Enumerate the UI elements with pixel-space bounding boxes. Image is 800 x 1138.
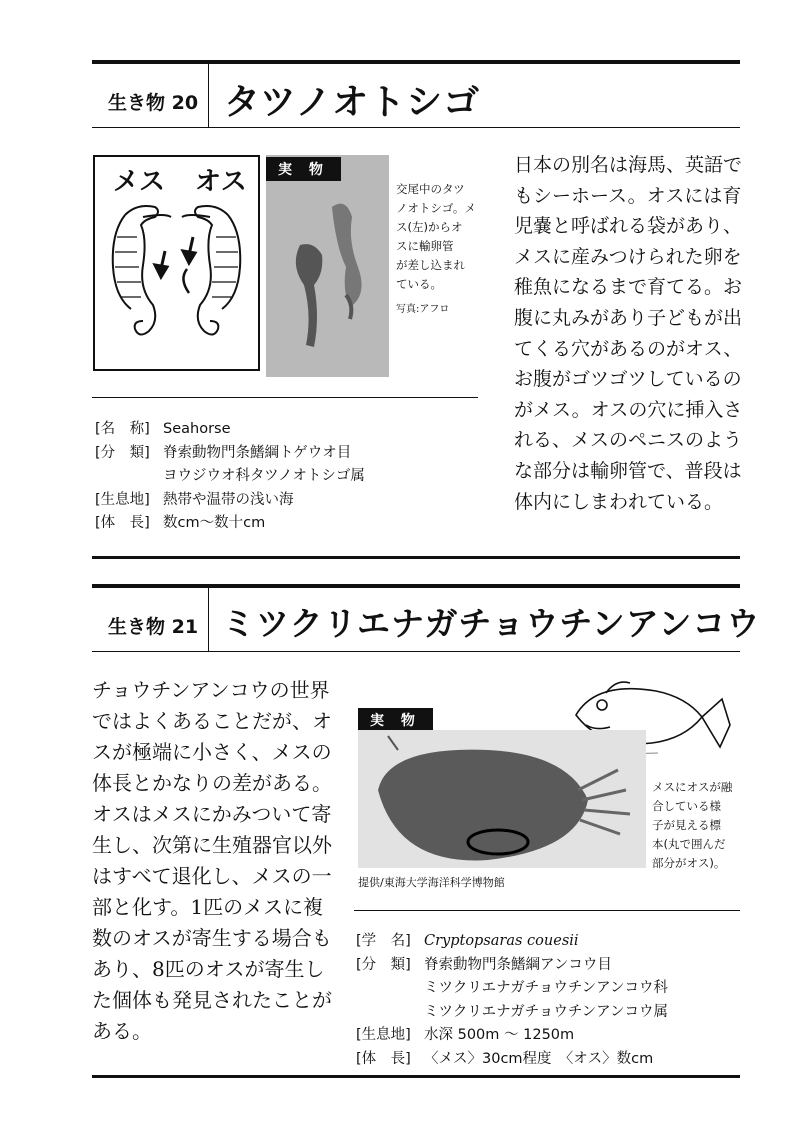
- spec-list: [356, 930, 668, 1072]
- spec-row: [生息地] 熱帯や温帯の浅い海: [95, 491, 294, 508]
- entry-number-label: 生き物 21: [108, 616, 199, 638]
- spec-list: [95, 418, 365, 536]
- photo-credit: 写真:アフロ: [396, 304, 450, 315]
- seahorse-photo-image: [266, 155, 389, 377]
- entry-number-label: 生き物 20: [108, 92, 199, 114]
- section-top-rule: [92, 60, 740, 64]
- photo-caption: 交尾中のタツ ノオトシゴ。メ ス(左)からオ スに輸卵管 が差し込まれ ている。: [396, 182, 476, 291]
- photo-tag: 実 物: [358, 708, 433, 732]
- entry-title: タツノオトシゴ: [224, 82, 481, 123]
- spec-row: [生息地] 水深 500m 〜 1250m: [356, 1027, 575, 1044]
- body-text: 日本の別名は海馬、英語で もシーホース。オスには育 児嚢と呼ばれる袋があり、 メスに産みつけられた卵を 稚魚になるまで育てる。お 腹に丸みがあり子どもが出 てくる穴があるのがオス、 お腹がゴツゴツしているの がメス。オスの穴に挿入さ れる、メスのペニスのよう な部分は輸卵管で、普段は 体内にしまわれている。: [514, 154, 743, 513]
- spec-row: [学 名] Cryptopsaras couesii: [356, 933, 579, 949]
- photo-credit: 提供/東海大学海洋科学博物館: [358, 876, 505, 889]
- header-bottom-rule: [92, 127, 740, 128]
- spec-row: ヨウジウオ科タツノオトシゴ属: [163, 468, 365, 485]
- spec-divider: [92, 397, 478, 398]
- section-bottom-rule: [92, 1075, 740, 1078]
- section-top-rule: [92, 584, 740, 588]
- anglerfish-photo: [358, 730, 646, 868]
- spec-row: [体 長] 数cm〜数十cm: [95, 515, 266, 532]
- spec-row: [分 類] 脊索動物門条鰭綱トゲウオ目: [95, 444, 352, 461]
- illustration-label-male: オス: [195, 167, 247, 197]
- spec-row: ミツクリエナガチョウチンアンコウ科: [424, 980, 669, 997]
- spec-divider: [354, 910, 740, 911]
- photo-caption: メスにオスが融 合している様 子が見える標 本(丸で囲んだ 部分がオス)。: [652, 780, 733, 870]
- spec-row: ミツクリエナガチョウチンアンコウ属: [424, 1003, 669, 1020]
- header-bottom-rule: [92, 651, 740, 652]
- spec-row: [名 称] Seahorse: [95, 421, 231, 437]
- header-divider: [208, 588, 209, 652]
- illustration-label-female: メス: [113, 167, 166, 197]
- seahorse-illustration: [93, 155, 260, 371]
- anglerfish-photo-image: [358, 730, 646, 868]
- spec-row: [体 長] 〈メス〉30cm程度 〈オス〉数cm: [356, 1050, 654, 1067]
- spec-row: [分 類] 脊索動物門条鰭綱アンコウ目: [356, 956, 612, 973]
- photo-tag: 実 物: [266, 157, 341, 181]
- header-divider: [208, 64, 209, 128]
- section-bottom-rule: [92, 556, 740, 559]
- body-text: チョウチンアンコウの世界 ではよくあることだが、オ スが極端に小さく、メスの 体長とかなりの差がある。 オスはメスにかみついて寄 生し、次第に生殖器官以外 はすべて退化し、メスの一 部と化す。1匹のメスに複 数のオスが寄生する場合も あり、8匹のオスが寄生し た個体も発見されたことが ある。: [92, 678, 332, 1043]
- seahorse-drawing: [95, 157, 258, 369]
- seahorse-photo: [266, 155, 389, 377]
- entry-title: ミツクリエナガチョウチンアンコウ: [222, 604, 761, 643]
